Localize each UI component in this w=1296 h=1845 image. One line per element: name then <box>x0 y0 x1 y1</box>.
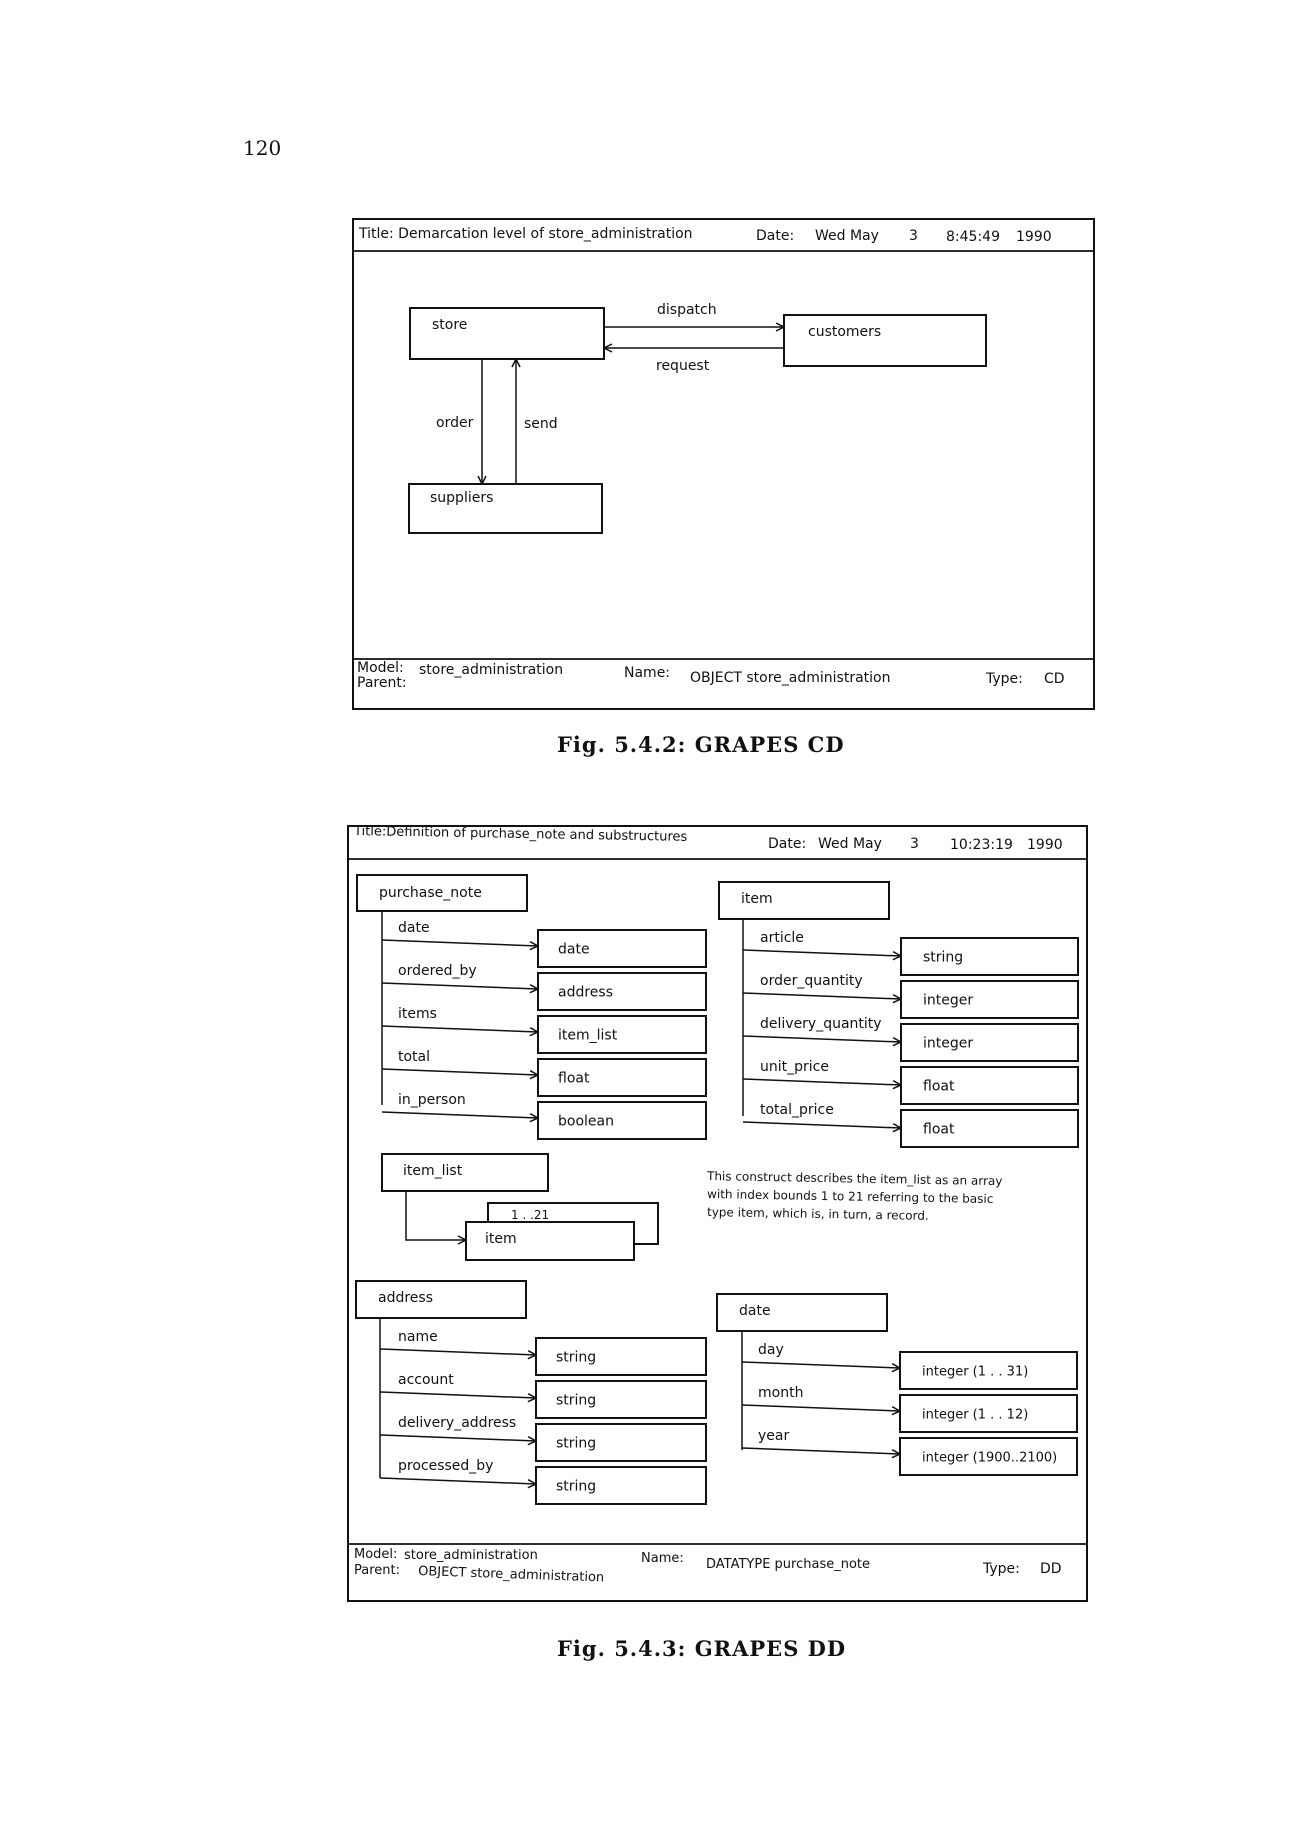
dd-address-field-label: account <box>398 1372 454 1388</box>
cd-flow-send: send <box>524 416 558 432</box>
dd-item-fields <box>743 930 1078 1147</box>
dd-note-line-1: This construct describes the item_list as an array <box>706 1169 1003 1189</box>
dd-field-arrow <box>742 1448 900 1454</box>
dd-field-arrow <box>742 1405 900 1411</box>
dd-item-field-type: float <box>923 1078 955 1095</box>
cd-footer-model-label: Model: <box>357 660 404 676</box>
dd-field-arrow <box>742 1362 900 1368</box>
cd-footer-type-label: Type: <box>986 671 1023 687</box>
dd-field-arrow <box>743 950 901 956</box>
dd-date-field-label: day <box>758 1342 784 1358</box>
dd-purchase-note-field-label: date <box>398 920 430 936</box>
fig-cd-caption: Fig. 5.4.2: GRAPES CD <box>557 732 845 757</box>
dd-address-field-type: string <box>556 1392 597 1409</box>
cd-footer-name-label: Name: <box>624 665 671 681</box>
dd-field-arrow <box>380 1349 536 1355</box>
cd-node-customers: customers <box>808 324 882 340</box>
dd-address-name: address <box>378 1290 434 1306</box>
dd-item-list-range: 1 . .21 <box>511 1208 550 1222</box>
dd-date-field-type: integer (1900..2100) <box>922 1450 1058 1466</box>
dd-footer-type-value: DD <box>1040 1561 1062 1577</box>
dd-footer-parent-value: OBJECT store_administration <box>417 1564 605 1586</box>
dd-footer-name-value: DATATYPE purchase_note <box>706 1557 871 1572</box>
dd-item-list-element: item <box>485 1231 517 1247</box>
figure-dd <box>348 824 1087 1601</box>
dd-purchase-note-field-type: date <box>558 941 590 958</box>
dd-purchase-note-field-label: total <box>398 1049 431 1065</box>
dd-item-list-connector <box>406 1191 466 1240</box>
dd-title: Title:Definition of purchase_note and substructures <box>353 824 688 845</box>
cd-footer-name-value: OBJECT store_administration <box>690 670 891 686</box>
dd-footer-model-label: Model: <box>354 1547 398 1562</box>
cd-date-num: 3 <box>909 228 918 244</box>
dd-item-field-type: integer <box>923 1035 974 1052</box>
cd-footer-model-value: store_administration <box>419 662 564 678</box>
page-number: 120 <box>243 136 282 160</box>
dd-date-field-label: year <box>758 1428 790 1444</box>
cd-date-time: 8:45:49 <box>946 229 1000 245</box>
dd-purchase-note-field-label: in_person <box>398 1092 466 1108</box>
dd-item-field-type: float <box>923 1121 955 1138</box>
dd-note-line-2: with index bounds 1 to 21 referring to the basic <box>706 1187 994 1206</box>
dd-footer-model-value: store_administration <box>404 1548 538 1563</box>
dd-item-field-label: total_price <box>760 1102 834 1118</box>
dd-field-arrow <box>743 1122 901 1128</box>
cd-flow-order: order <box>436 415 474 431</box>
dd-address-field-label: delivery_address <box>398 1415 517 1431</box>
dd-date-day: Wed May <box>818 836 882 852</box>
cd-flow-dispatch: dispatch <box>657 302 717 318</box>
dd-item-field-label: delivery_quantity <box>760 1016 882 1032</box>
figure-cd <box>353 219 1094 709</box>
dd-purchase-note-field-type: boolean <box>558 1113 614 1130</box>
dd-field-arrow <box>382 983 538 989</box>
cd-node-suppliers: suppliers <box>430 490 494 506</box>
dd-date-name: date <box>739 1303 771 1319</box>
dd-field-arrow <box>743 1079 901 1085</box>
cd-footer-type-value: CD <box>1044 671 1065 687</box>
cd-date-day: Wed May <box>815 228 879 244</box>
dd-date-fields <box>742 1342 1077 1475</box>
dd-footer-type-label: Type: <box>983 1561 1020 1577</box>
dd-address-field-label: processed_by <box>398 1458 494 1474</box>
dd-date-year: 1990 <box>1027 837 1063 853</box>
cd-node-store: store <box>432 317 468 333</box>
cd-node-store-box <box>410 308 604 359</box>
cd-title: Title: Demarcation level of store_administration <box>359 226 693 242</box>
dd-field-arrow <box>382 1069 538 1075</box>
fig-dd-caption: Fig. 5.4.3: GRAPES DD <box>557 1636 847 1661</box>
dd-purchase-note-field-type: address <box>558 984 614 1001</box>
dd-field-arrow <box>380 1435 536 1441</box>
dd-address-fields <box>380 1329 706 1504</box>
dd-purchase-note-field-type: item_list <box>558 1027 618 1044</box>
dd-field-arrow <box>382 1112 538 1118</box>
dd-address-field-type: string <box>556 1349 597 1366</box>
dd-address-field-label: name <box>398 1329 438 1345</box>
dd-address-field-type: string <box>556 1478 597 1495</box>
dd-date-num: 3 <box>910 836 919 852</box>
dd-item-field-type: string <box>923 949 964 966</box>
dd-item-field-label: order_quantity <box>760 973 863 989</box>
cd-footer-parent-label: Parent: <box>357 675 407 691</box>
dd-purchase-note-field-label: items <box>398 1006 437 1022</box>
dd-item-list-name: item_list <box>403 1163 463 1179</box>
dd-item-field-label: article <box>760 930 804 946</box>
cd-frame <box>353 219 1094 709</box>
cd-date-label: Date: <box>756 228 795 244</box>
dd-purchase-note-name: purchase_note <box>379 885 482 901</box>
dd-date-field-label: month <box>758 1385 804 1401</box>
dd-purchase-note-fields <box>382 920 706 1139</box>
dd-field-arrow <box>382 1026 538 1032</box>
dd-field-arrow <box>743 993 901 999</box>
cd-node-customers-box <box>784 315 986 366</box>
cd-flow-request: request <box>656 358 710 374</box>
dd-item-field-type: integer <box>923 992 974 1009</box>
dd-item-field-label: unit_price <box>760 1059 829 1075</box>
dd-note-line-3: type item, which is, in turn, a record. <box>706 1205 929 1223</box>
dd-footer-name-label: Name: <box>641 1551 684 1566</box>
dd-field-arrow <box>380 1392 536 1398</box>
cd-date-year: 1990 <box>1016 229 1052 245</box>
dd-purchase-note-field-type: float <box>558 1070 590 1087</box>
dd-field-arrow <box>743 1036 901 1042</box>
dd-date-time: 10:23:19 <box>950 837 1013 853</box>
dd-date-field-type: integer (1 . . 31) <box>922 1364 1029 1380</box>
dd-date-field-type: integer (1 . . 12) <box>922 1407 1029 1423</box>
dd-purchase-note-field-label: ordered_by <box>398 963 477 979</box>
dd-field-arrow <box>382 940 538 946</box>
dd-address-field-type: string <box>556 1435 597 1452</box>
dd-field-arrow <box>380 1478 536 1484</box>
dd-item-name: item <box>741 891 773 907</box>
dd-footer-parent-label: Parent: <box>354 1563 400 1578</box>
dd-date-label: Date: <box>768 836 807 852</box>
